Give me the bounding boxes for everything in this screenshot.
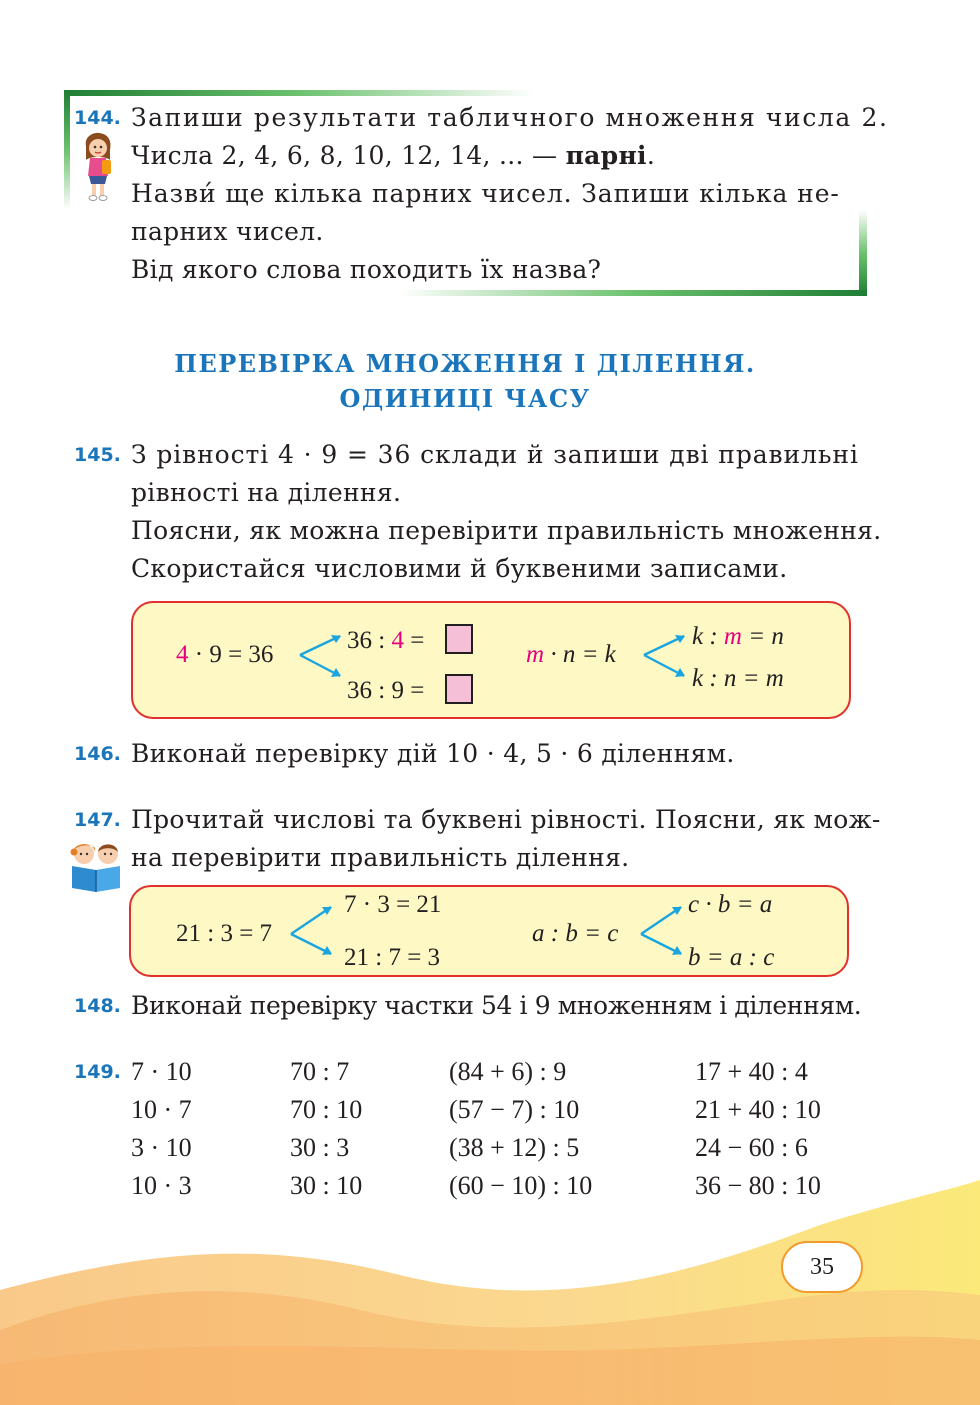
exercise-text-line: З рівності 4 · 9 = 36 склади й запиши дві правильні [131,440,859,469]
expression-cell: 10 · 3 [131,1171,192,1200]
highlighted-factor: 4 [176,641,189,668]
exercise-text-line: Назви́ ще кілька парних чисел. Запиши кілька не- [131,179,840,208]
expression-cell: (84 + 6) : 9 [449,1057,567,1086]
expression-cell: (38 + 12) : 5 [449,1133,580,1162]
exercise-number: 147. [74,809,121,831]
branch-arrows-icon [287,898,337,962]
expression-cell: 7 · 10 [131,1057,192,1086]
exercise-number: 148. [74,995,121,1017]
exercise-frame-bottom [400,290,867,296]
branch-arrows-icon [640,628,690,688]
expression-cell: 21 + 40 : 10 [695,1095,821,1124]
letter-check-top [692,623,784,651]
letter-equation: a : b = c [532,920,619,947]
exercise-text-line: Виконай перевірку частки 54 і 9 множенням і діленням. [131,991,862,1020]
exercise-text-line: Поясни, як можна перевірити правильність множення. [131,516,882,545]
exercise-text-line: Виконай перевірку дій 10 · 4, 5 · 6 діленням. [131,739,735,768]
exercise-text-line: парних чисел. [131,217,324,246]
letter-equation-rest: · n = k [544,641,616,668]
multiplication-equation [176,641,273,669]
expression-cell: 30 : 3 [290,1133,350,1162]
letter-check-bottom: k : n = m [692,665,784,692]
letter-check-top: c · b = a [688,891,773,918]
exercise-frame-top [64,90,534,96]
expression-cell: 30 : 10 [290,1171,363,1200]
division-check-top [347,627,424,655]
equals-sign: = [403,627,425,654]
children-reading-book-icon [66,838,126,894]
division-check-bottom: 36 : 9 = [347,677,425,704]
exercise-frame-left [64,90,70,210]
exercise-text-line [131,141,655,171]
expression-cell: 24 − 60 : 6 [695,1133,808,1162]
branch-arrows-icon [296,628,346,688]
section-heading-line1: ПЕРЕВІРКА МНОЖЕННЯ І ДІЛЕННЯ. [174,349,756,378]
exercise-text-line: Прочитай числові та буквені рівності. Поясни, як мож- [131,805,881,834]
expression-cell: (60 − 10) : 10 [449,1171,593,1200]
exercise-text-line: Скористайся числовими й буквеними записами. [131,554,788,583]
exercise-text-line: Від якого слова походить їх назва? [131,255,602,284]
exercise-text-line: Запиши результати табличного множення числа 2. [131,103,889,132]
division-equation: 21 : 3 = 7 [176,920,273,947]
answer-box[interactable] [445,674,473,704]
expression-cell: 3 · 10 [131,1133,192,1162]
highlighted-divisor: 4 [391,627,404,654]
exercise-number: 146. [74,743,121,765]
page-number: 35 [810,1254,834,1280]
letter-part: = n [741,623,784,650]
division-part: 36 : [347,627,392,654]
equation-rest: · 9 = 36 [188,641,274,668]
exercise-number: 145. [74,444,121,466]
branch-arrows-icon [637,898,687,962]
highlighted-letter: m [723,623,742,650]
exercise-text-line: на перевірити правильність ділення. [131,843,630,872]
letter-check-bottom: b = a : c [688,944,775,971]
multiplication-check: 7 · 3 = 21 [344,891,442,918]
division-check: 21 : 7 = 3 [344,944,441,971]
letter-equation [526,641,616,669]
bold-term: парні [565,141,647,170]
expression-cell: 17 + 40 : 4 [695,1057,808,1086]
exercise-number: 149. [74,1061,121,1083]
girl-with-backpack-icon [80,132,116,204]
exercise-frame-right [859,210,867,296]
expression-cell: 70 : 7 [290,1057,350,1086]
highlighted-letter: m [526,641,545,668]
answer-box[interactable] [445,624,473,654]
section-heading-line2: ОДИНИЦІ ЧАСУ [339,384,591,413]
period: . [646,141,656,170]
letter-part: k : [692,623,724,650]
expression-cell: 70 : 10 [290,1095,363,1124]
expression-cell: (57 − 7) : 10 [449,1095,580,1124]
exercise-number: 144. [74,107,121,129]
expression-cell: 36 − 80 : 10 [695,1171,821,1200]
exercise-text-line: рівності на ділення. [131,478,402,507]
even-numbers-text: Числа 2, 4, 6, 8, 10, 12, 14, ... — [131,141,566,170]
expression-cell: 10 · 7 [131,1095,192,1124]
